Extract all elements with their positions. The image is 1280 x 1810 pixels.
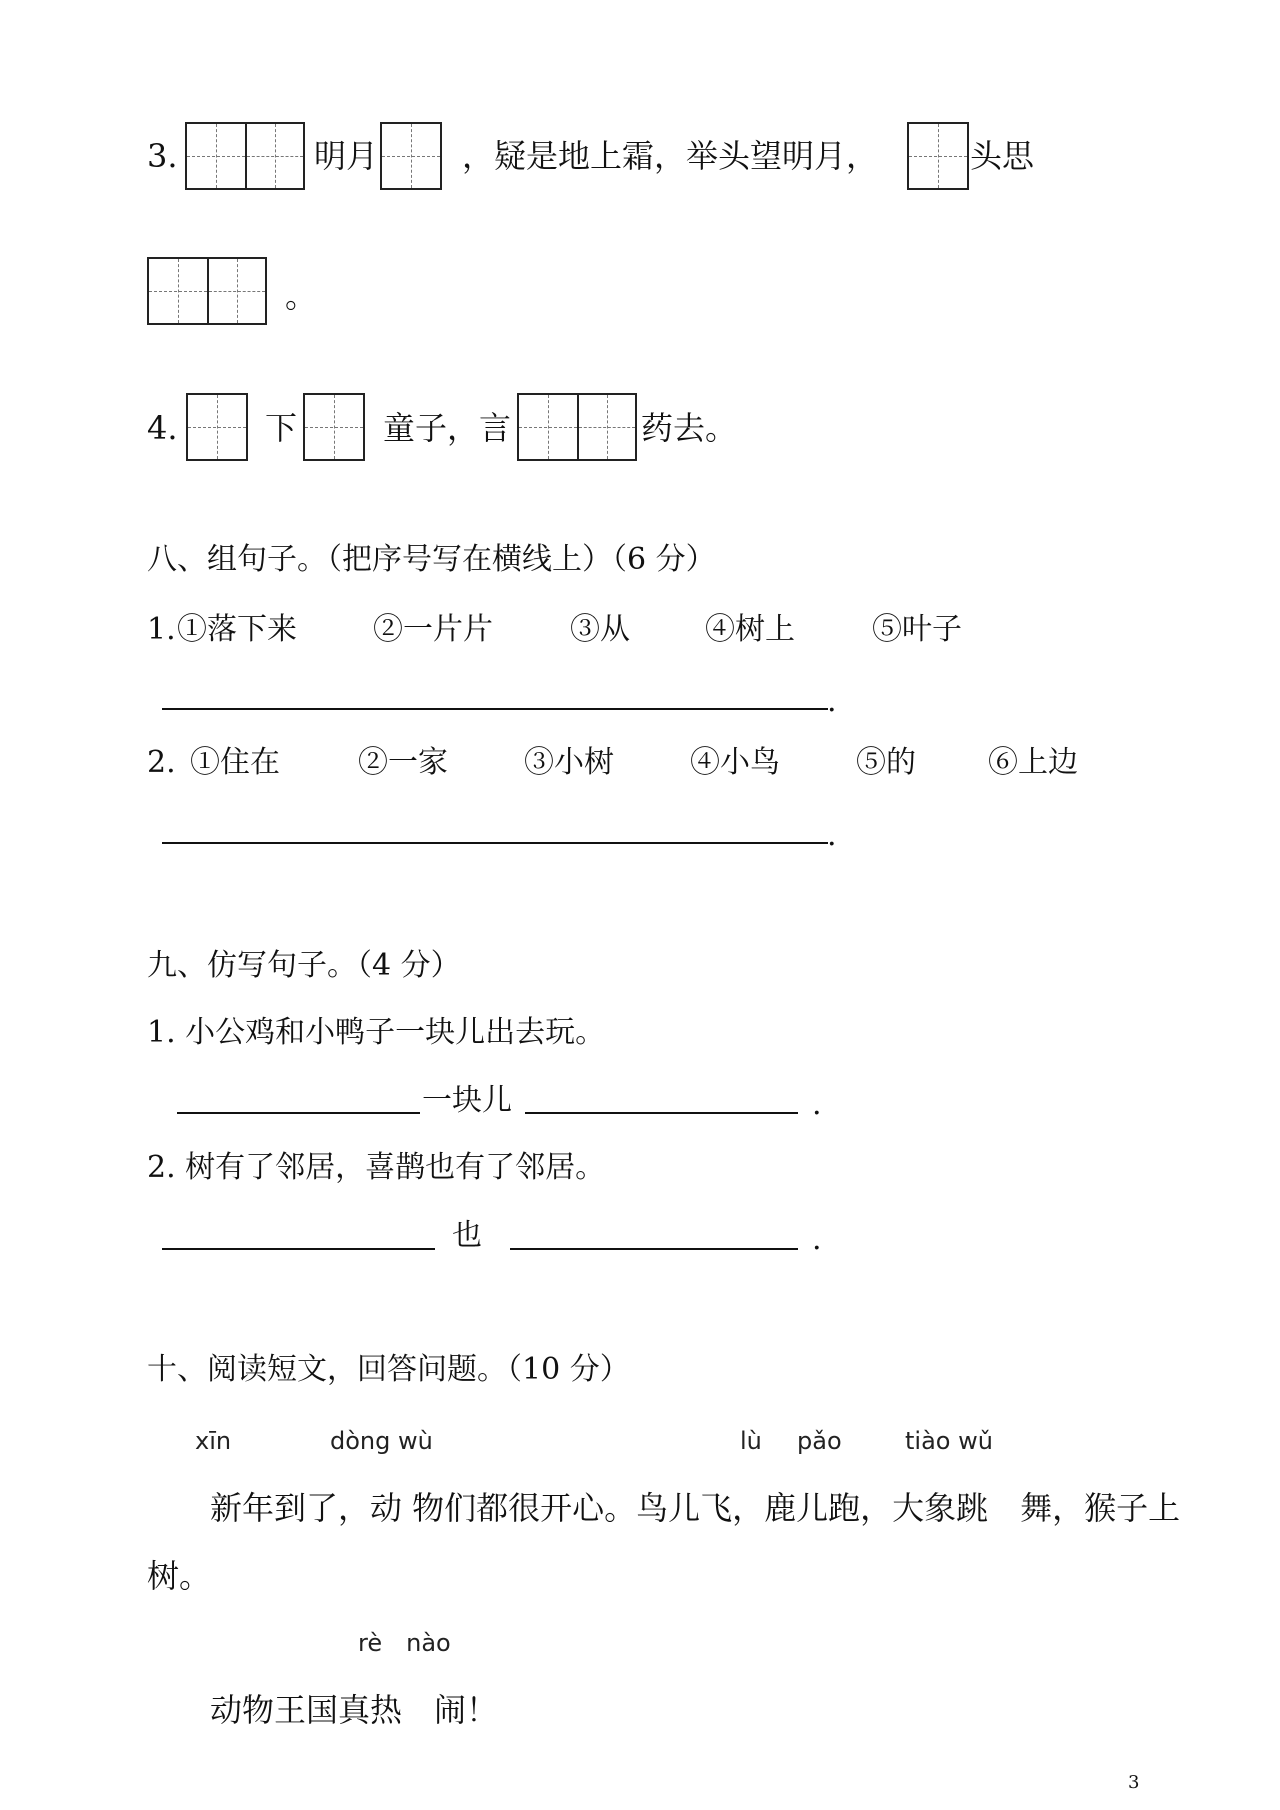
answer-grid-3char[interactable]: [185, 122, 305, 190]
grid-cell[interactable]: [245, 124, 303, 188]
s8-q1-option: ⑤叶子: [872, 612, 962, 647]
item4-text-2: 童子，言: [383, 409, 512, 447]
s8-q1-option: ③从: [570, 612, 630, 647]
s9-q1-example: 1. 小公鸡和小鸭子一块儿出去玩。: [147, 1015, 606, 1050]
section9-title: 九、仿写句子。（4 分）: [147, 948, 461, 983]
item3-number: 3.: [147, 137, 178, 175]
s9-q1-middle: 一块儿: [422, 1083, 512, 1118]
item4-text-1: 下: [265, 409, 298, 447]
grid-cell[interactable]: [149, 259, 207, 323]
grid-cell[interactable]: [519, 395, 577, 459]
s8-q1-option: ④树上: [705, 612, 795, 647]
s8-q1-answer-line[interactable]: [162, 708, 828, 710]
s8-q2-end: .: [827, 818, 837, 853]
s9-q2-example: 2. 树有了邻居，喜鹊也有了邻居。: [147, 1150, 606, 1185]
pinyin-xin: xīn: [195, 1427, 232, 1455]
s8-q2-option: ④小鸟: [690, 745, 780, 780]
reading-para2: 动物王国真热 闹！: [210, 1691, 499, 1729]
answer-grid-2char[interactable]: [147, 257, 267, 325]
grid-cell[interactable]: [382, 124, 440, 188]
pinyin-renao: rè nào: [358, 1629, 451, 1657]
page-number: 3: [1128, 1772, 1140, 1793]
s9-q2-end: .: [812, 1222, 822, 1257]
pinyin-lu: lù: [740, 1427, 762, 1455]
s8-q1-option: ②一片片: [373, 612, 493, 647]
s8-q1-option: ①落下来: [177, 612, 297, 647]
pinyin-pao: pǎo: [797, 1427, 842, 1455]
grid-cell[interactable]: [577, 395, 635, 459]
s8-q2-option: ②一家: [358, 745, 448, 780]
s9-q1-answer-line-2[interactable]: [525, 1112, 798, 1114]
grid-cell[interactable]: [188, 395, 246, 459]
grid-cell[interactable]: [187, 124, 245, 188]
grid-cell[interactable]: [909, 124, 967, 188]
s9-q1-answer-line-1[interactable]: [177, 1112, 420, 1114]
item3-text-1: 明月: [314, 137, 379, 175]
s8-q2-number: 2.: [147, 745, 176, 780]
item3-text-3: 头思: [970, 137, 1035, 175]
s9-q2-middle: 也: [452, 1218, 482, 1253]
s9-q1-end: .: [812, 1087, 822, 1122]
grid-cell[interactable]: [207, 259, 265, 323]
section10-title: 十、阅读短文，回答问题。（10 分）: [147, 1352, 630, 1387]
answer-grid-1char[interactable]: [303, 393, 365, 461]
s9-q2-answer-line-2[interactable]: [510, 1248, 798, 1250]
s9-q2-answer-line-1[interactable]: [162, 1248, 435, 1250]
item4-number: 4.: [147, 409, 178, 447]
s8-q1-end: .: [827, 684, 837, 719]
section8-title: 八、组句子。（把序号写在横线上）（6 分）: [147, 542, 716, 577]
answer-grid-1char[interactable]: [380, 122, 442, 190]
answer-grid-1char[interactable]: [186, 393, 248, 461]
reading-para1-line1: 新年到了，动 物们都很开心。鸟儿飞，鹿儿跑，大象跳 舞，猴子上: [210, 1489, 1181, 1527]
s8-q2-option: ①住在: [190, 745, 280, 780]
s8-q2-option: ③小树: [524, 745, 614, 780]
grid-cell[interactable]: [305, 395, 363, 459]
s8-q2-answer-line[interactable]: [162, 842, 828, 844]
s8-q1-number: 1.: [147, 612, 176, 647]
reading-para1-line2: 树。: [147, 1557, 212, 1595]
pinyin-tiaowu: tiào wǔ: [905, 1427, 993, 1455]
s8-q2-option: ⑥上边: [988, 745, 1078, 780]
item3-end-mark: 。: [285, 277, 318, 315]
item4-text-3: 药去。: [641, 409, 738, 447]
answer-grid-1char[interactable]: [907, 122, 969, 190]
pinyin-dongwu: dòng wù: [330, 1427, 433, 1455]
item3-text-2: ，疑是地上霜，举头望明月，: [462, 137, 879, 175]
answer-grid-2char[interactable]: [517, 393, 637, 461]
s8-q2-option: ⑤的: [856, 745, 916, 780]
